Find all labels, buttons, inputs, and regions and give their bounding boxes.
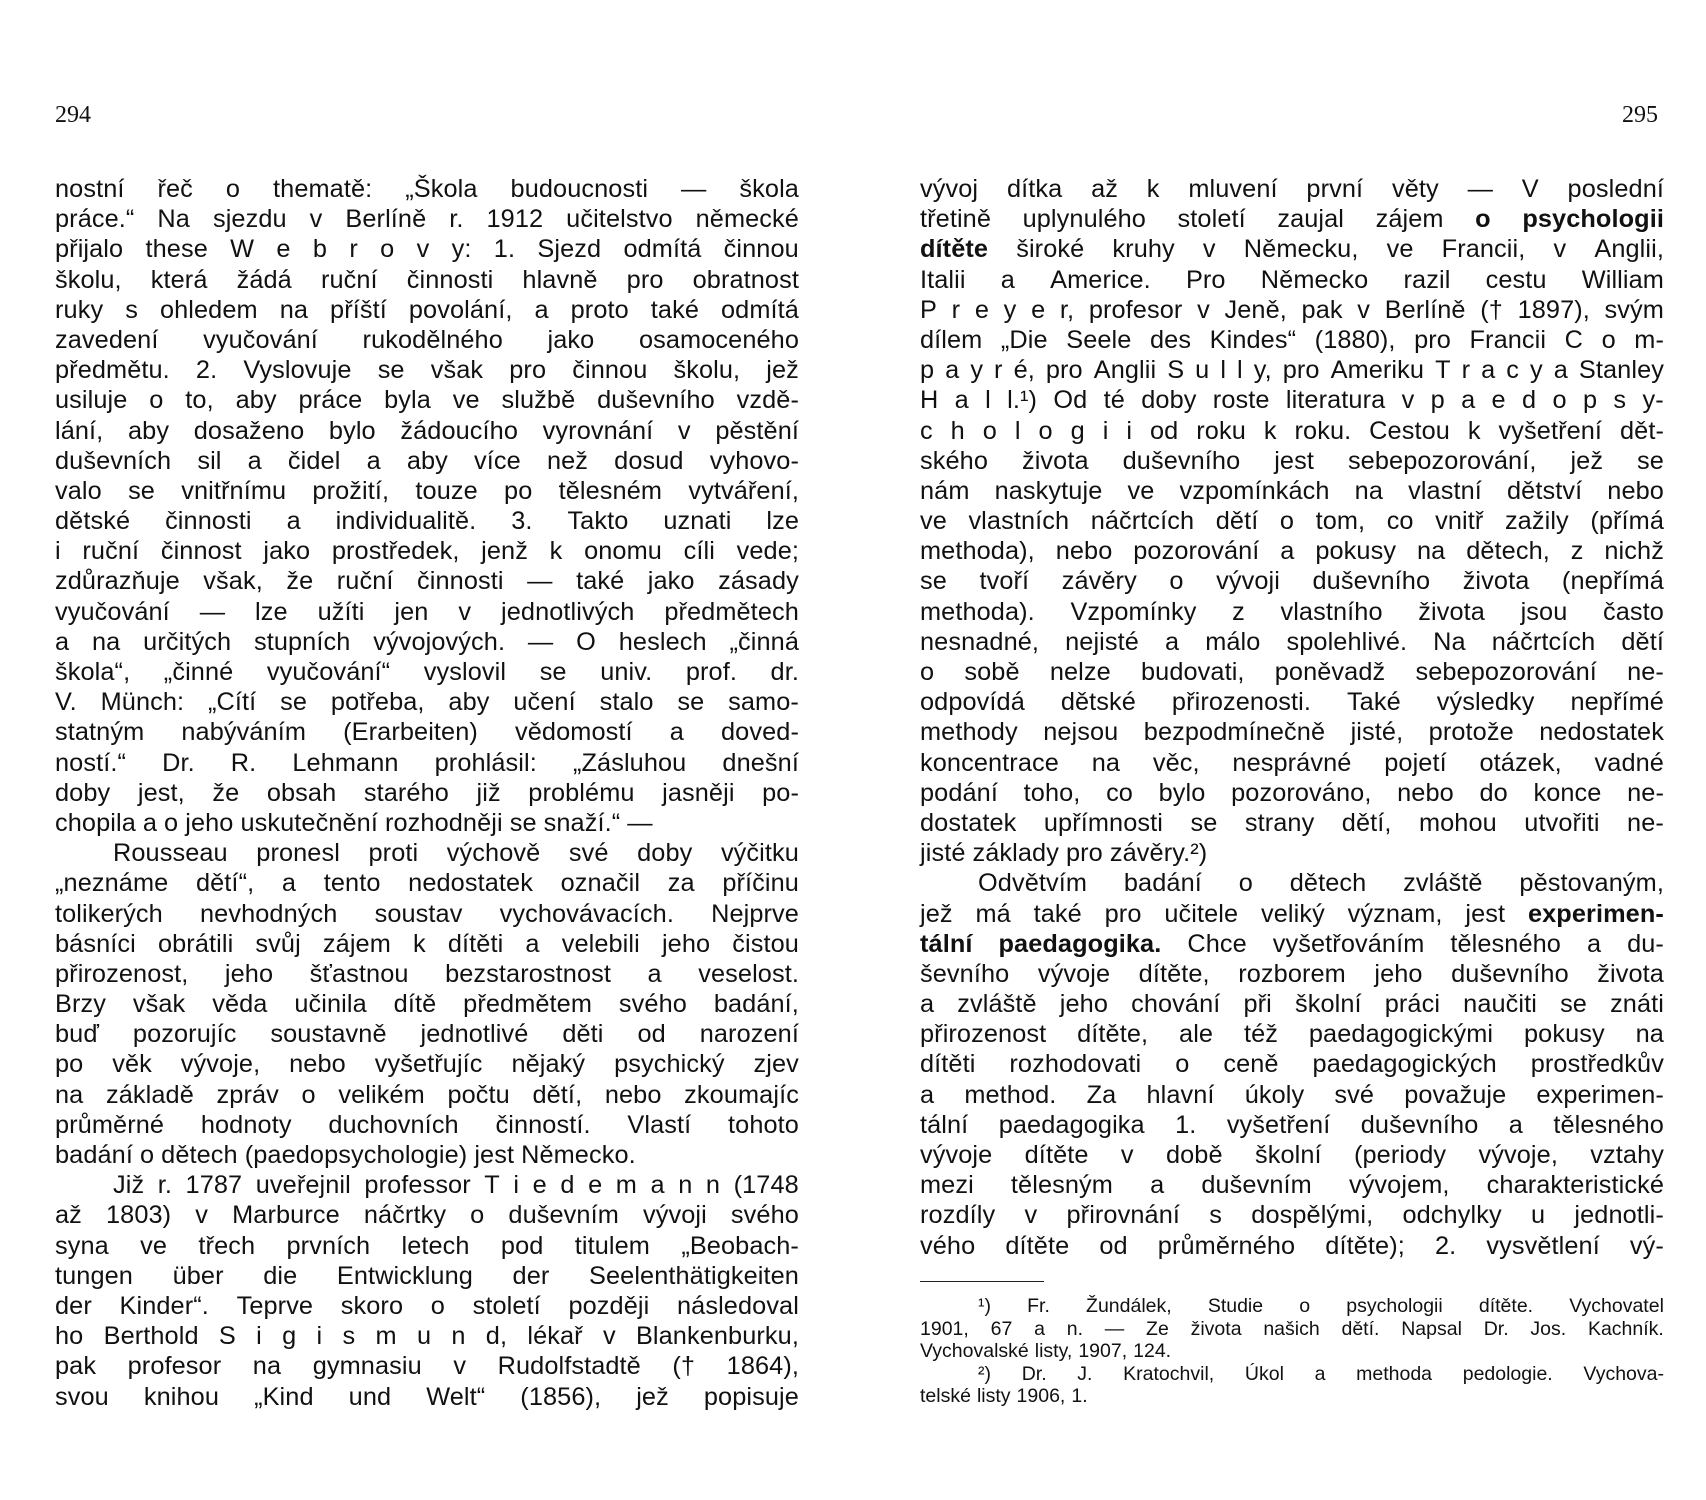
- right-text-line: rozdíly v přirovnání s dospělými, odchylky u jednotli-: [920, 1201, 1664, 1230]
- left-page: [55, 0, 799, 1500]
- right-text-line: dítěti rozhodovati o ceně paedagogických prostředkův: [920, 1050, 1664, 1079]
- footnote-line: Vychovalské listy, 1907, 124.: [920, 1340, 1172, 1362]
- right-text-line: Odvětvím badání o dětech zvláště pěstovaným,: [978, 869, 1664, 898]
- left-text-line: pak profesor na gymnasiu v Rudolfstadtě († 1864),: [55, 1352, 799, 1381]
- footnotes: [920, 1295, 1664, 1408]
- right-text-line: nesnadné, nejisté a málo spolehlivé. Na náčrtcích dětí: [920, 627, 1664, 656]
- left-text-line: práce.“ Na sjezdu v Berlíně r. 1912 učitelstvo německé: [55, 205, 799, 234]
- left-text-line: chopila a o jeho uskutečnění rozhodněji se snaží.“ —: [55, 808, 653, 837]
- right-text-line: methoda), nebo pozorování a pokusy na dětech, z nichž: [920, 537, 1664, 566]
- left-text-line: Již r. 1787 uveřejnil professor T i e d e m a n n (1748: [113, 1171, 799, 1200]
- left-text-line: průměrné hodnoty duchovních činností. Vlastí tohoto: [55, 1110, 799, 1139]
- page-number-right: 295: [1622, 102, 1658, 128]
- left-text-line: usiluje o to, aby práce byla ve službě duševního vzdě-: [55, 386, 799, 415]
- right-text-line: ševního vývoje dítěte, rozborem jeho duševního života: [920, 959, 1664, 988]
- left-text-line: svou knihou „Kind und Welt“ (1856), jež popisuje: [55, 1382, 799, 1411]
- left-text-line: zdůrazňuje však, že ruční činnosti — také jako zásady: [55, 567, 799, 596]
- right-text-line: methoda). Vzpomínky z vlastního života jsou často: [920, 597, 1664, 626]
- right-text-line: ského života duševního jest sebepozorování, jež se: [920, 446, 1664, 475]
- right-text-line: nám naskytuje ve vzpomínkách na vlastní dětství nebo: [920, 476, 1664, 505]
- right-text-line: tální paedagogika. Chce vyšetřováním tělesného a du-: [920, 929, 1664, 958]
- right-text-line: c h o l o g i i od roku k roku. Cestou k vyšetření dět-: [920, 416, 1664, 445]
- left-text-line: přirozenost, jeho šťastnou bezstarostnost a veselost.: [55, 959, 799, 988]
- left-text-line: na základě zpráv o velikém počtu dětí, nebo zkoumajíc: [55, 1080, 799, 1109]
- footnote-separator: [920, 1281, 1044, 1282]
- right-text-line: methody nejsou bezpodmínečně jisté, protože nedostatek: [920, 718, 1664, 747]
- right-text-line: podání toho, co bylo pozorováno, nebo do konce ne-: [920, 778, 1664, 807]
- right-text-line: dítěte široké kruhy v Německu, ve Francii, v Anglii,: [920, 235, 1664, 264]
- right-text-line: tální paedagogika 1. vyšetření duševního a tělesného: [920, 1110, 1664, 1139]
- right-text-line: dílem „Die Seele des Kindes“ (1880), pro Francii C o m-: [920, 325, 1664, 354]
- left-text-line: syna ve třech prvních letech pod titulem „Beobach-: [55, 1231, 799, 1260]
- left-text-line: „neznáme dětí“, a tento nedostatek označil za příčinu: [55, 869, 799, 898]
- right-text-line: se tvoří závěry o vývoji duševního života (nepřímá: [920, 567, 1664, 596]
- left-text-line: a na určitých stupních vývojových. — O heslech „činná: [55, 627, 799, 656]
- right-text-line: dostatek upřímnosti se strany dětí, mohou utvořiti ne-: [920, 808, 1664, 837]
- left-text-line: duševních sil a čidel a aby více než dosud vyhovo-: [55, 446, 799, 475]
- left-text-line: Rousseau pronesl proti výchově své doby výčitku: [113, 839, 799, 868]
- right-text-line: ve vlastních náčrtcích dětí o tom, co vnitř zažily (přímá: [920, 507, 1664, 536]
- right-text-line: o sobě nelze budovati, poněvadž sebepozorování ne-: [920, 658, 1664, 686]
- page-number-left: 294: [55, 102, 91, 128]
- left-text-line: i ruční činnost jako prostředek, jenž k onomu cíli vede;: [55, 537, 799, 566]
- left-text-line: školu, která žádá ruční činnosti hlavně pro obratnost: [55, 265, 799, 294]
- left-text-line: Brzy však věda učinila dítě předmětem svého badání,: [55, 990, 799, 1019]
- right-text-line: vývoje dítěte v době školní (periody vývoje, vztahy: [920, 1141, 1664, 1169]
- left-text-line: valo se vnitřnímu prožití, touze po tělesném vytváření,: [55, 476, 799, 505]
- right-text-line: třetině uplynulého století zaujal zájem o psychologii: [920, 205, 1664, 234]
- right-text-line: a zvláště jeho chování při školní práci naučiti se znáti: [920, 990, 1664, 1019]
- left-text-line: buď pozorujíc soustavně jednotlivé děti od narození: [55, 1020, 799, 1049]
- right-page: [920, 0, 1664, 1500]
- left-text-line: tolikerých nevhodných soustav vychovávacích. Nejprve: [55, 899, 799, 928]
- right-text-line: koncentrace na věc, nesprávné pojetí otázek, vadné: [920, 748, 1664, 777]
- right-text-line: jisté základy pro závěry.²): [920, 839, 1208, 868]
- right-text-line: vývoj dítka až k mluvení první věty — V poslední: [920, 175, 1664, 203]
- footnote-line: ¹) Fr. Žundálek, Studie o psychologii dítěte. Vychovatel: [978, 1295, 1664, 1317]
- right-text-line: P r e y e r, profesor v Jeně, pak v Berlíně († 1897), svým: [920, 295, 1664, 324]
- left-text-line: zavedení vyučování rukodělného jako osamoceného: [55, 325, 799, 354]
- left-text-line: po věk vývoje, nebo vyšetřujíc nějaký psychický zjev: [55, 1050, 799, 1079]
- left-text-line: dětské činnosti a individualitě. 3. Takto uznati lze: [55, 507, 799, 536]
- left-text-line: přijalo these W e b r o v y: 1. Sjezd odmítá činnou: [55, 235, 799, 264]
- right-text-line: p a y r é, pro Anglii S u l l y, pro Ameriku T r a c y a Stanley: [920, 356, 1664, 385]
- left-page-body: [55, 174, 799, 1412]
- right-text-line: mezi tělesným a duševním vývojem, charakteristické: [920, 1171, 1664, 1200]
- right-text-line: vého dítěte od průměrného dítěte); 2. vysvětlení vý-: [920, 1231, 1664, 1260]
- right-text-line: H a l l.¹) Od té doby roste literatura v p a e d o p s y-: [920, 386, 1664, 415]
- left-text-line: ností.“ Dr. R. Lehmann prohlásil: „Zásluhou dnešní: [55, 748, 799, 777]
- left-text-line: škola“, „činné vyučování“ vyslovil se univ. prof. dr.: [55, 658, 799, 686]
- left-text-line: doby jest, že obsah starého již problému jasněji po-: [55, 778, 799, 807]
- footnote-line: telské listy 1906, 1.: [920, 1385, 1088, 1407]
- left-text-line: předmětu. 2. Vyslovuje se však pro činnou školu, jež: [55, 356, 799, 385]
- left-text-line: statným nabýváním (Erarbeiten) vědomostí a doved-: [55, 718, 799, 747]
- left-text-line: ruky s ohledem na příští povolání, a proto také odmítá: [55, 295, 799, 324]
- left-text-line: badání o dětech (paedopsychologie) jest Německo.: [55, 1141, 636, 1169]
- left-text-line: tungen über die Entwicklung der Seelenthätigkeiten: [55, 1261, 799, 1290]
- left-text-line: básníci obrátili svůj zájem k dítěti a velebili jeho čistou: [55, 929, 799, 958]
- footnote-line: ²) Dr. J. Kratochvil, Úkol a methoda pedologie. Vychova-: [978, 1362, 1664, 1385]
- right-text-line: a method. Za hlavní úkoly své považuje experimen-: [920, 1080, 1664, 1109]
- right-page-body: [920, 174, 1664, 1261]
- right-text-line: odpovídá dětské přirozenosti. Také výsledky nepřímé: [920, 688, 1664, 717]
- left-text-line: der Kinder“. Teprve skoro o století později následoval: [55, 1291, 799, 1320]
- footnote-line: 1901, 67 a n. — Ze života našich dětí. Napsal Dr. Jos. Kachník.: [920, 1317, 1664, 1340]
- left-text-line: ho Berthold S i g i s m u n d, lékař v Blankenburku,: [55, 1322, 799, 1351]
- right-text-line: jež má také pro učitele veliký význam, jest experimen-: [920, 899, 1664, 928]
- left-text-line: V. Münch: „Cítí se potřeba, aby učení stalo se samo-: [55, 688, 799, 717]
- left-text-line: vyučování — lze užíti jen v jednotlivých předmětech: [55, 597, 799, 626]
- left-text-line: lání, aby dosaženo bylo žádoucího vyrovnání v pěstění: [55, 416, 799, 445]
- right-text-line: Italii a Americe. Pro Německo razil cestu William: [920, 265, 1664, 294]
- right-text-line: přirozenost dítěte, ale též paedagogickými pokusy na: [920, 1020, 1664, 1049]
- left-text-line: až 1803) v Marburce náčrtky o duševním vývoji svého: [55, 1201, 799, 1230]
- left-text-line: nostní řeč o thematě: „Škola budoucnosti — škola: [55, 175, 799, 203]
